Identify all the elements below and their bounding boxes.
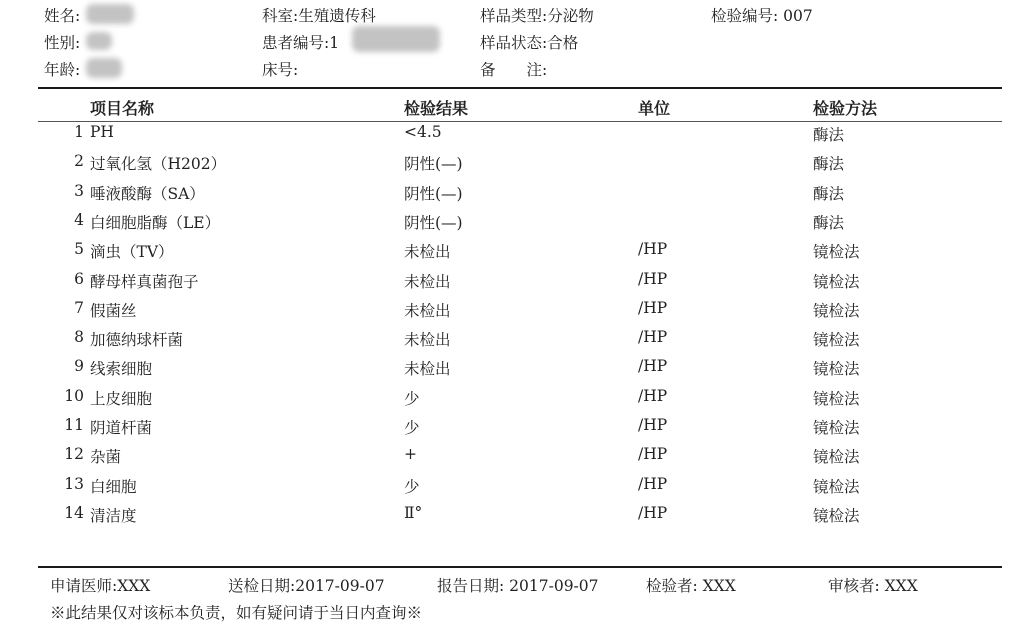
remark-label: 备 注: [480,61,548,79]
row-number: 1 [74,123,84,141]
col-header-unit: 单位 [638,99,671,118]
row-unit: /HP [638,270,668,288]
col-header-method: 检验方法 [813,99,878,118]
row-method: 镜检法 [813,243,860,261]
row-item-name: 白细胞脂酶（LE） [90,214,221,232]
row-method: 酶法 [813,185,845,203]
redacted-name [86,4,134,24]
row-result: 阴性(—) [404,185,463,203]
tester: 检验者: XXX [646,577,736,595]
row-method: 酶法 [813,155,845,173]
row-result: 少 [404,419,420,437]
row-result: 阴性(—) [404,155,463,173]
row-result: 阴性(—) [404,214,463,232]
row-unit: /HP [638,387,668,405]
table-row [0,299,1024,328]
table-row [0,504,1024,533]
row-number: 14 [64,504,84,522]
row-item-name: 上皮细胞 [90,390,153,408]
row-item-name: 过氧化氢（H202） [90,155,227,173]
row-method: 镜检法 [813,507,860,525]
table-row [0,416,1024,445]
table-row [0,445,1024,474]
row-item-name: PH [90,123,114,141]
row-item-name: 清洁度 [90,507,137,525]
table-row [0,475,1024,504]
row-number: 8 [74,328,84,346]
row-item-name: 唾液酸酶（SA） [90,185,205,203]
row-unit: /HP [638,240,668,258]
department: 科室:生殖遗传科 [262,7,376,25]
redacted-age [86,58,122,78]
header-divider [38,87,1002,89]
table-row [0,357,1024,386]
row-number: 4 [74,211,84,229]
row-number: 9 [74,357,84,375]
row-unit: /HP [638,504,668,522]
row-unit: /HP [638,445,668,463]
test-number: 检验编号: 007 [711,7,813,25]
row-item-name: 滴虫（TV） [90,243,174,261]
patient-age-label: 年龄: [44,61,81,79]
row-unit: /HP [638,357,668,375]
row-result: 未检出 [404,331,451,349]
row-method: 镜检法 [813,331,860,349]
redacted-gender [86,32,112,50]
submit-date: 送检日期:2017-09-07 [228,577,385,595]
row-item-name: 线索细胞 [90,360,153,378]
row-method: 镜检法 [813,360,860,378]
patient-gender-label: 性别: [44,34,81,52]
row-result: 未检出 [404,302,451,320]
row-number: 12 [64,445,84,463]
row-item-name: 杂菌 [90,448,122,466]
footer-divider [38,566,1002,568]
row-method: 镜检法 [813,448,860,466]
row-result: <4.5 [404,123,442,141]
row-unit: /HP [638,328,668,346]
row-item-name: 酵母样真菌孢子 [90,273,199,291]
redacted-patient-number [352,26,440,52]
sample-status: 样品状态:合格 [480,34,579,52]
table-row [0,211,1024,240]
row-number: 10 [64,387,84,405]
row-number: 6 [74,270,84,288]
sample-type: 样品类型:分泌物 [480,7,594,25]
row-result: Ⅱ° [404,504,423,522]
row-method: 镜检法 [813,273,860,291]
col-header-result: 检验结果 [404,99,469,118]
row-unit: /HP [638,299,668,317]
requesting-doctor: 申请医师:XXX [50,577,151,595]
table-row [0,328,1024,357]
table-row [0,240,1024,269]
table-row [0,270,1024,299]
row-item-name: 加德纳球杆菌 [90,331,184,349]
row-number: 7 [74,299,84,317]
row-result: 少 [404,478,420,496]
row-method: 酶法 [813,214,845,232]
patient-name-label: 姓名: [44,7,81,25]
row-number: 5 [74,240,84,258]
row-method: 镜检法 [813,390,860,408]
disclaimer-note: ※此结果仅对该标本负责，如有疑问请于当日内查询※ [50,604,423,622]
table-row [0,182,1024,211]
row-number: 3 [74,182,84,200]
row-unit: /HP [638,475,668,493]
report-date: 报告日期: 2017-09-07 [437,577,599,595]
row-method: 镜检法 [813,419,860,437]
row-method: 镜检法 [813,478,860,496]
col-header-item-name: 项目名称 [90,99,155,118]
bed-label: 床号: [262,61,299,79]
row-item-name: 阴道杆菌 [90,419,153,437]
row-item-name: 白细胞 [90,478,137,496]
table-header-divider [38,121,1002,122]
table-row [0,152,1024,181]
row-number: 11 [64,416,84,434]
row-number: 2 [74,152,84,170]
row-result: 未检出 [404,243,451,261]
table-row [0,123,1024,152]
row-result: 少 [404,390,420,408]
row-item-name: 假菌丝 [90,302,137,320]
row-unit: /HP [638,416,668,434]
table-row [0,387,1024,416]
patient-number-label: 患者编号:1 [262,34,340,52]
row-result: + [404,445,417,463]
row-method: 镜检法 [813,302,860,320]
row-result: 未检出 [404,360,451,378]
row-number: 13 [64,475,84,493]
row-method: 酶法 [813,126,845,144]
row-result: 未检出 [404,273,451,291]
reviewer: 审核者: XXX [828,577,918,595]
